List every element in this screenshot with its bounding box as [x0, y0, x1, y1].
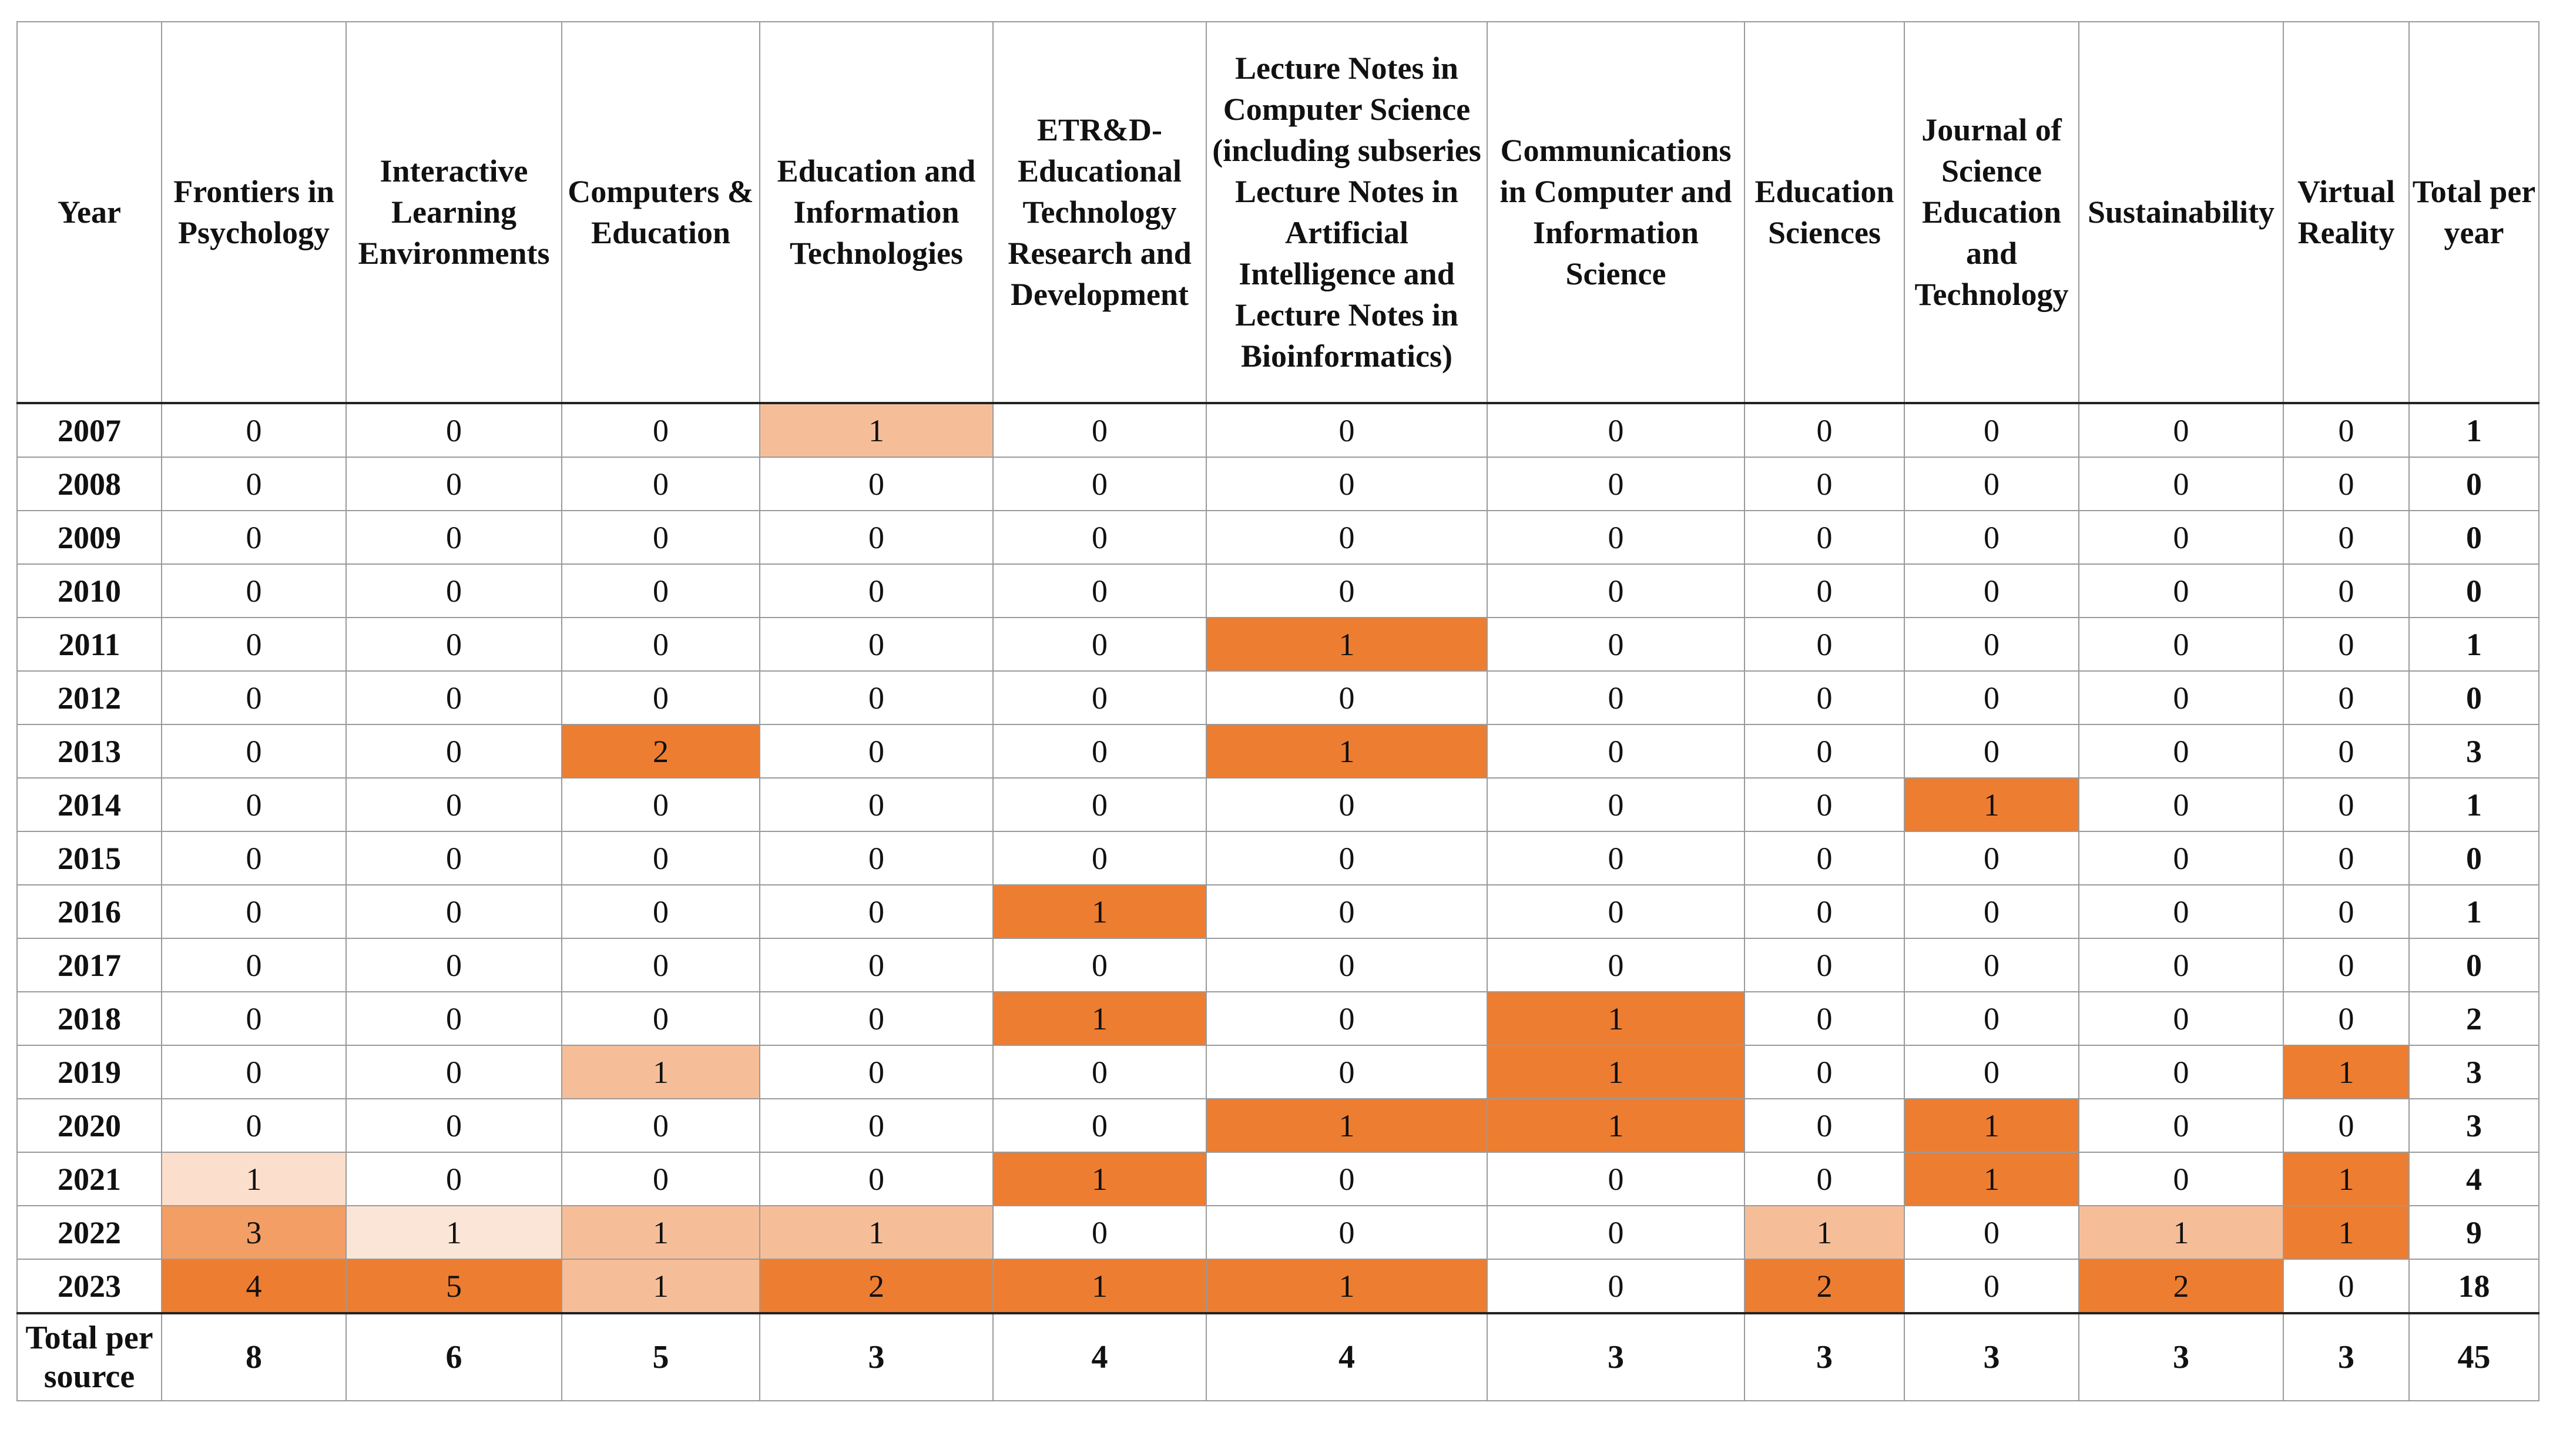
heatmap-cell: 1: [1904, 778, 2079, 831]
year-cell: 2010: [17, 564, 162, 618]
heatmap-cell: 0: [993, 778, 1206, 831]
heatmap-cell: 0: [2283, 938, 2409, 992]
total-per-year-cell: 18: [2409, 1259, 2539, 1313]
heatmap-cell: 0: [2079, 671, 2283, 724]
column-header: Virtual Reality: [2283, 22, 2409, 403]
table-row: [17, 1259, 2539, 1313]
heatmap-cell: 0: [1745, 778, 1904, 831]
total-per-year-cell: 0: [2409, 457, 2539, 511]
heatmap-cell: 0: [1745, 992, 1904, 1045]
heatmap-cell: 1: [562, 1206, 760, 1259]
heatmap-table: [16, 21, 2539, 1401]
heatmap-cell: 0: [1206, 457, 1487, 511]
heatmap-cell: 0: [346, 885, 562, 938]
heatmap-cell: 3: [162, 1206, 346, 1259]
heatmap-cell: 0: [1487, 457, 1745, 511]
heatmap-cell: 0: [2283, 778, 2409, 831]
heatmap-cell: 0: [2079, 403, 2283, 457]
heatmap-cell: 0: [1487, 938, 1745, 992]
total-per-year-cell: 3: [2409, 1099, 2539, 1152]
heatmap-cell: 0: [1487, 618, 1745, 671]
heatmap-cell: 0: [1206, 564, 1487, 618]
heatmap-cell: 0: [760, 992, 993, 1045]
heatmap-cell: 0: [1745, 403, 1904, 457]
heatmap-cell: 1: [162, 1152, 346, 1206]
heatmap-cell: 0: [2079, 778, 2283, 831]
heatmap-cell: 0: [346, 403, 562, 457]
total-per-source-cell: 3: [2079, 1313, 2283, 1401]
heatmap-cell: 0: [562, 1099, 760, 1152]
heatmap-cell: 2: [2079, 1259, 2283, 1313]
grand-total-cell: 45: [2409, 1313, 2539, 1401]
total-per-source-cell: 3: [1487, 1313, 1745, 1401]
heatmap-cell: 0: [1487, 671, 1745, 724]
heatmap-cell: 0: [2283, 885, 2409, 938]
heatmap-cell: 0: [760, 457, 993, 511]
heatmap-cell: 1: [993, 1152, 1206, 1206]
heatmap-cell: 0: [1487, 831, 1745, 885]
heatmap-cell: 0: [162, 724, 346, 778]
heatmap-cell: 0: [2283, 618, 2409, 671]
heatmap-cell: 0: [162, 457, 346, 511]
heatmap-cell: 0: [1904, 831, 2079, 885]
total-per-year-cell: 0: [2409, 938, 2539, 992]
heatmap-cell: 0: [1487, 564, 1745, 618]
heatmap-cell: 0: [1206, 1152, 1487, 1206]
heatmap-cell: 0: [1745, 1045, 1904, 1099]
heatmap-cell: 0: [1745, 885, 1904, 938]
heatmap-cell: 0: [1745, 511, 1904, 564]
table-row: [17, 511, 2539, 564]
total-per-source-cell: 8: [162, 1313, 346, 1401]
heatmap-cell: 1: [1487, 1045, 1745, 1099]
year-cell: 2014: [17, 778, 162, 831]
heatmap-cell: 0: [1904, 724, 2079, 778]
heatmap-cell: 0: [346, 1099, 562, 1152]
table-row: [17, 671, 2539, 724]
heatmap-cell: 0: [346, 1045, 562, 1099]
heatmap-cell: 2: [562, 724, 760, 778]
heatmap-cell: 0: [993, 564, 1206, 618]
heatmap-cell: 0: [162, 831, 346, 885]
heatmap-cell: 5: [346, 1259, 562, 1313]
heatmap-cell: 0: [993, 831, 1206, 885]
total-per-source-cell: 3: [1745, 1313, 1904, 1401]
total-per-year-cell: 1: [2409, 403, 2539, 457]
heatmap-cell: 0: [760, 671, 993, 724]
heatmap-cell: 0: [2079, 618, 2283, 671]
column-header: Education and Information Technologies: [760, 22, 993, 403]
total-per-year-cell: 0: [2409, 671, 2539, 724]
heatmap-cell: 0: [2283, 1099, 2409, 1152]
heatmap-cell: 0: [2079, 1045, 2283, 1099]
heatmap-cell: 0: [1206, 511, 1487, 564]
heatmap-cell: 1: [1206, 1259, 1487, 1313]
total-per-source-cell: 4: [1206, 1313, 1487, 1401]
column-header: Frontiers in Psychology: [162, 22, 346, 403]
heatmap-cell: 0: [993, 671, 1206, 724]
heatmap-cell: 0: [2079, 885, 2283, 938]
heatmap-cell: 1: [1206, 724, 1487, 778]
heatmap-cell: 2: [1745, 1259, 1904, 1313]
heatmap-cell: 0: [162, 403, 346, 457]
table-row: [17, 403, 2539, 457]
heatmap-cell: 1: [1206, 1099, 1487, 1152]
heatmap-cell: 1: [2283, 1045, 2409, 1099]
total-per-year-cell: 3: [2409, 724, 2539, 778]
heatmap-cell: 0: [1487, 778, 1745, 831]
heatmap-cell: 0: [993, 457, 1206, 511]
heatmap-cell: 0: [346, 992, 562, 1045]
heatmap-cell: 0: [562, 618, 760, 671]
total-per-year-header: Total per year: [2409, 22, 2539, 403]
heatmap-cell: 0: [1904, 1259, 2079, 1313]
table-row: [17, 885, 2539, 938]
year-cell: 2022: [17, 1206, 162, 1259]
heatmap-cell: 0: [1206, 831, 1487, 885]
heatmap-cell: 0: [162, 992, 346, 1045]
total-per-year-cell: 4: [2409, 1152, 2539, 1206]
total-per-year-cell: 1: [2409, 885, 2539, 938]
year-cell: 2017: [17, 938, 162, 992]
year-cell: 2013: [17, 724, 162, 778]
heatmap-cell: 4: [162, 1259, 346, 1313]
heatmap-cell: 1: [1487, 992, 1745, 1045]
heatmap-cell: 0: [346, 831, 562, 885]
heatmap-cell: 0: [2283, 403, 2409, 457]
heatmap-cell: 0: [346, 938, 562, 992]
column-header: Computers & Education: [562, 22, 760, 403]
heatmap-cell: 0: [2079, 457, 2283, 511]
total-per-year-cell: 0: [2409, 831, 2539, 885]
heatmap-cell: 0: [993, 1045, 1206, 1099]
heatmap-cell: 0: [993, 724, 1206, 778]
year-cell: 2008: [17, 457, 162, 511]
heatmap-cell: 0: [1745, 1152, 1904, 1206]
year-cell: 2021: [17, 1152, 162, 1206]
heatmap-cell: 0: [162, 885, 346, 938]
heatmap-cell: 0: [1745, 1099, 1904, 1152]
heatmap-cell: 0: [760, 831, 993, 885]
table-row: [17, 1099, 2539, 1152]
heatmap-cell: 0: [760, 1099, 993, 1152]
heatmap-cell: 0: [1487, 1259, 1745, 1313]
total-per-year-cell: 3: [2409, 1045, 2539, 1099]
total-per-year-cell: 1: [2409, 778, 2539, 831]
heatmap-cell: 0: [1904, 992, 2079, 1045]
heatmap-cell: 1: [562, 1259, 760, 1313]
heatmap-cell: 0: [346, 1152, 562, 1206]
heatmap-cell: 0: [162, 511, 346, 564]
heatmap-cell: 0: [346, 511, 562, 564]
heatmap-cell: 0: [1745, 938, 1904, 992]
heatmap-cell: 1: [993, 885, 1206, 938]
total-per-year-cell: 9: [2409, 1206, 2539, 1259]
heatmap-cell: 0: [562, 831, 760, 885]
heatmap-cell: 1: [2283, 1206, 2409, 1259]
heatmap-cell: 1: [1745, 1206, 1904, 1259]
heatmap-cell: 0: [993, 511, 1206, 564]
column-header: Communications in Computer and Information Science: [1487, 22, 1745, 403]
heatmap-cell: 0: [760, 1045, 993, 1099]
table-row: [17, 1152, 2539, 1206]
column-header: Journal of Science Education and Technology: [1904, 22, 2079, 403]
heatmap-cell: 0: [2079, 511, 2283, 564]
table-row: [17, 724, 2539, 778]
table-row: [17, 618, 2539, 671]
heatmap-cell: 0: [346, 564, 562, 618]
heatmap-cell: 0: [1206, 938, 1487, 992]
heatmap-cell: 0: [346, 724, 562, 778]
heatmap-cell: 0: [2283, 457, 2409, 511]
heatmap-cell: 0: [1206, 1206, 1487, 1259]
heatmap-cell: 0: [1904, 618, 2079, 671]
year-cell: 2011: [17, 618, 162, 671]
year-cell: 2012: [17, 671, 162, 724]
heatmap-cell: 0: [346, 618, 562, 671]
heatmap-cell: 0: [1206, 671, 1487, 724]
heatmap-cell: 0: [1206, 778, 1487, 831]
heatmap-cell: 0: [1904, 564, 2079, 618]
year-cell: 2018: [17, 992, 162, 1045]
heatmap-cell: 0: [162, 1099, 346, 1152]
table-row: [17, 1045, 2539, 1099]
heatmap-cell: 1: [1206, 618, 1487, 671]
heatmap-cell: 1: [1487, 1099, 1745, 1152]
heatmap-cell: 0: [1904, 885, 2079, 938]
heatmap-cell: 0: [2079, 564, 2283, 618]
heatmap-cell: 0: [1745, 831, 1904, 885]
heatmap-cell: 0: [1904, 671, 2079, 724]
heatmap-cell: 0: [1904, 1045, 2079, 1099]
heatmap-cell: 0: [993, 618, 1206, 671]
heatmap-cell: 0: [562, 938, 760, 992]
heatmap-cell: 0: [2079, 938, 2283, 992]
heatmap-cell: 0: [1487, 403, 1745, 457]
heatmap-cell: 0: [1206, 992, 1487, 1045]
heatmap-cell: 0: [760, 618, 993, 671]
heatmap-cell: 0: [1904, 511, 2079, 564]
total-per-year-cell: 0: [2409, 511, 2539, 564]
heatmap-cell: 2: [760, 1259, 993, 1313]
total-per-year-cell: 1: [2409, 618, 2539, 671]
heatmap-cell: 0: [1745, 671, 1904, 724]
heatmap-cell: 0: [993, 1206, 1206, 1259]
total-per-year-cell: 2: [2409, 992, 2539, 1045]
heatmap-cell: 1: [1904, 1152, 2079, 1206]
total-per-source-cell: 5: [562, 1313, 760, 1401]
heatmap-cell: 0: [1745, 457, 1904, 511]
heatmap-cell: 0: [1745, 724, 1904, 778]
heatmap-cell: 0: [1206, 403, 1487, 457]
heatmap-cell: 0: [760, 511, 993, 564]
year-cell: 2020: [17, 1099, 162, 1152]
heatmap-cell: 1: [2283, 1152, 2409, 1206]
year-cell: 2019: [17, 1045, 162, 1099]
heatmap-cell: 0: [562, 885, 760, 938]
heatmap-cell: 0: [1206, 1045, 1487, 1099]
heatmap-cell: 0: [760, 564, 993, 618]
heatmap-cell: 1: [2079, 1206, 2283, 1259]
total-per-source-cell: 3: [760, 1313, 993, 1401]
heatmap-cell: 0: [562, 778, 760, 831]
heatmap-cell: 0: [2283, 1259, 2409, 1313]
heatmap-cell: 0: [2283, 724, 2409, 778]
heatmap-cell: 0: [162, 671, 346, 724]
heatmap-cell: 0: [2079, 724, 2283, 778]
column-header: Lecture Notes in Computer Science (including subseries Lecture Notes in Artificial Intelligence and Lecture Notes in Bioinformatics): [1206, 22, 1487, 403]
heatmap-cell: 0: [1206, 885, 1487, 938]
heatmap-cell: 0: [2283, 671, 2409, 724]
column-header: ETR&D-Educational Technology Research and Development: [993, 22, 1206, 403]
table-row: [17, 831, 2539, 885]
heatmap-cell: 0: [1487, 1152, 1745, 1206]
heatmap-cell: 0: [2283, 992, 2409, 1045]
heatmap-cell: 0: [760, 885, 993, 938]
total-per-source-cell: 3: [2283, 1313, 2409, 1401]
heatmap-cell: 0: [162, 564, 346, 618]
heatmap-cell: 0: [760, 724, 993, 778]
table-row: [17, 992, 2539, 1045]
heatmap-cell: 1: [760, 403, 993, 457]
heatmap-cell: 0: [1904, 403, 2079, 457]
column-header: Sustainability: [2079, 22, 2283, 403]
heatmap-cell: 1: [1904, 1099, 2079, 1152]
total-per-source-cell: 6: [346, 1313, 562, 1401]
total-per-year-cell: 0: [2409, 564, 2539, 618]
year-cell: 2009: [17, 511, 162, 564]
column-header: Interactive Learning Environments: [346, 22, 562, 403]
year-cell: 2015: [17, 831, 162, 885]
heatmap-cell: 0: [162, 618, 346, 671]
column-header: Education Sciences: [1745, 22, 1904, 403]
heatmap-cell: 0: [993, 403, 1206, 457]
heatmap-cell: 0: [1904, 457, 2079, 511]
heatmap-cell: 0: [562, 457, 760, 511]
heatmap-cell: 1: [562, 1045, 760, 1099]
heatmap-cell: 0: [562, 671, 760, 724]
heatmap-cell: 0: [1487, 511, 1745, 564]
heatmap-cell: 0: [1745, 564, 1904, 618]
heatmap-cell: 0: [2283, 564, 2409, 618]
total-per-source-cell: 3: [1904, 1313, 2079, 1401]
heatmap-cell: 0: [562, 511, 760, 564]
heatmap-cell: 1: [346, 1206, 562, 1259]
corner-header: Year: [17, 22, 162, 403]
heatmap-cell: 0: [2283, 831, 2409, 885]
table-row: [17, 564, 2539, 618]
heatmap-cell: 0: [162, 1045, 346, 1099]
heatmap-cell: 0: [562, 992, 760, 1045]
year-cell: 2007: [17, 403, 162, 457]
heatmap-cell: 0: [162, 778, 346, 831]
heatmap-cell: 0: [2283, 511, 2409, 564]
table-row: [17, 1206, 2539, 1259]
heatmap-cell: 1: [993, 1259, 1206, 1313]
heatmap-cell: 0: [346, 671, 562, 724]
year-cell: 2016: [17, 885, 162, 938]
heatmap-cell: 0: [346, 778, 562, 831]
heatmap-cell: 1: [760, 1206, 993, 1259]
heatmap-cell: 0: [1487, 724, 1745, 778]
heatmap-cell: 0: [2079, 1099, 2283, 1152]
footer-label: Total per source: [17, 1313, 162, 1401]
heatmap-cell: 0: [1904, 1206, 2079, 1259]
table-row: [17, 938, 2539, 992]
footer-row: [17, 1313, 2539, 1401]
header-row: [17, 22, 2539, 403]
table-row: [17, 457, 2539, 511]
heatmap-cell: 0: [760, 938, 993, 992]
heatmap-cell: 0: [993, 938, 1206, 992]
heatmap-cell: 0: [2079, 1152, 2283, 1206]
heatmap-cell: 0: [2079, 992, 2283, 1045]
table-row: [17, 778, 2539, 831]
heatmap-cell: 0: [1487, 885, 1745, 938]
heatmap-cell: 0: [1487, 1206, 1745, 1259]
total-per-source-cell: 4: [993, 1313, 1206, 1401]
heatmap-cell: 0: [562, 564, 760, 618]
heatmap-cell: 1: [993, 992, 1206, 1045]
heatmap-cell: 0: [2079, 831, 2283, 885]
heatmap-cell: 0: [760, 1152, 993, 1206]
heatmap-cell: 0: [562, 403, 760, 457]
heatmap-cell: 0: [1904, 938, 2079, 992]
heatmap-cell: 0: [993, 1099, 1206, 1152]
heatmap-cell: 0: [346, 457, 562, 511]
heatmap-cell: 0: [162, 938, 346, 992]
heatmap-cell: 0: [760, 778, 993, 831]
year-cell: 2023: [17, 1259, 162, 1313]
heatmap-cell: 0: [1745, 618, 1904, 671]
table-body: [17, 403, 2539, 1313]
heatmap-cell: 0: [562, 1152, 760, 1206]
